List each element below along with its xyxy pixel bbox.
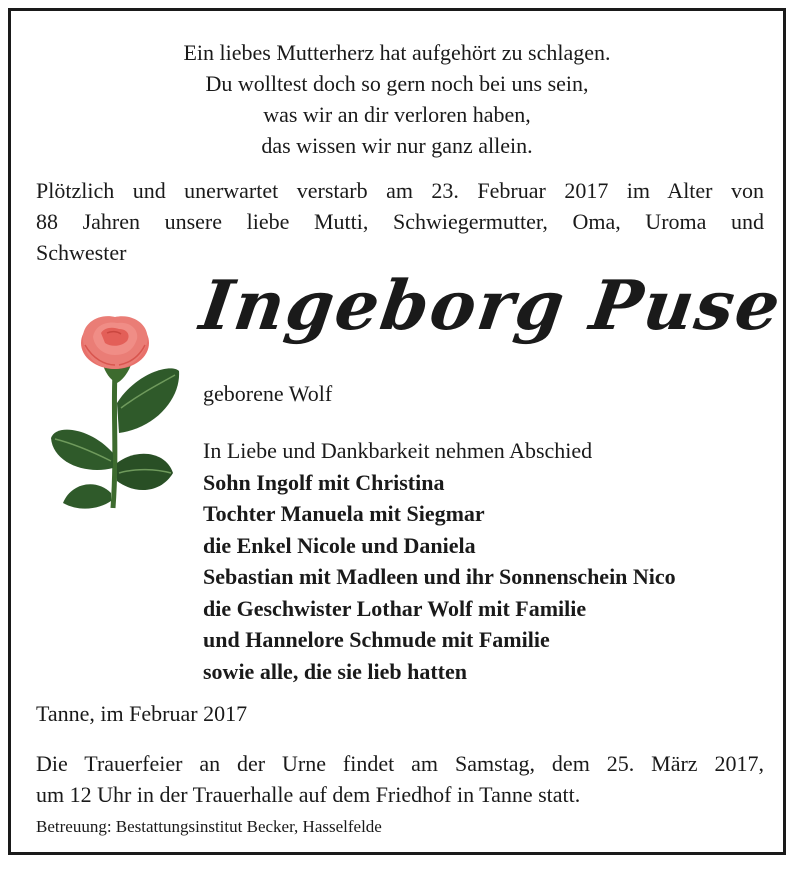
place-and-date: Tanne, im Februar 2017 [36,701,248,726]
mourners-block [203,435,676,687]
announcement-line: Plötzlich und unerwartet verstarb am 23. Februar 2017 im Alter von [36,178,764,203]
mourner-line: die Enkel Nicole und Daniela [203,532,476,558]
mourner-line: Sohn Ingolf mit Christina [203,469,445,495]
farewell-intro: In Liebe und Dankbarkeit nehmen Abschied [203,438,593,463]
mourner-line: sowie alle, die sie lieb hatten [203,658,467,684]
mourner-line: die Geschwister Lothar Wolf mit Familie [203,595,587,621]
service-line: um 12 Uhr in der Trauerhalle auf dem Friedhof in Tanne statt. [36,782,581,807]
service-line: Die Trauerfeier an der Urne findet am Samstag, dem 25. März 2017, [36,751,764,776]
announcement-line: 88 Jahren unsere liebe Mutti, Schwiegermutter, Oma, Uroma und [36,209,764,234]
mourner-line: Sebastian mit Madleen und ihr Sonnenschein Nico [203,564,676,589]
red-rose-icon [41,303,191,513]
obituary-notice [8,8,786,855]
death-announcement [36,175,764,268]
announcement-line: Schwester [36,240,127,265]
poem [11,37,783,161]
poem-line: was wir an dir verloren haben, [263,102,531,127]
funeral-service-info [36,748,764,810]
mourner-line: Tochter Manuela mit Siegmar [203,501,485,526]
poem-line: Ein liebes Mutterherz hat aufgehört zu schlagen. [183,40,611,65]
deceased-name: Ingeborg Puse [195,266,787,346]
birth-name: geborene Wolf [203,381,333,406]
mourner-line: und Hannelore Schmude mit Familie [203,627,550,652]
poem-line: das wissen wir nur ganz allein. [261,133,533,158]
poem-line: Du wolltest doch so gern noch bei uns sein, [205,71,589,96]
undertaker-credit: Betreuung: Bestattungsinstitut Becker, Hasselfelde [36,817,382,836]
